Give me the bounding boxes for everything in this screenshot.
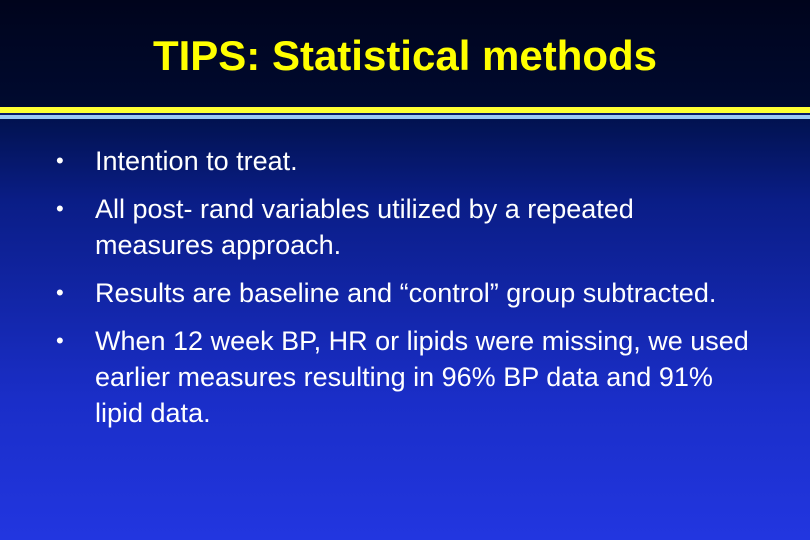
bullet-dot-icon: • [56, 328, 64, 353]
bullet-list [0, 143, 810, 443]
bullet-item-missing-data [0, 323, 810, 431]
title-divider-light-blue [0, 115, 810, 119]
bullet-dot-icon: • [56, 196, 64, 221]
bullet-dot-icon: • [56, 148, 64, 173]
bullet-item-intention-to-treat [0, 143, 810, 179]
bullet-text: All post- rand variables utilized by a repeated measures approach. [95, 194, 634, 260]
title-band [0, 0, 810, 108]
slide-title: TIPS: Statistical methods [152, 32, 658, 79]
bullet-text: Results are baseline and “control” group subtracted. [95, 278, 717, 308]
bullet-item-baseline-subtracted [0, 275, 810, 311]
bullet-dot-icon: • [56, 280, 64, 305]
bullet-item-repeated-measures [0, 191, 810, 263]
bullet-text: When 12 week BP, HR or lipids were missing, we used earlier measures resulting in 96% BP data and 91% lipid data. [95, 326, 749, 428]
bullet-text: Intention to treat. [95, 146, 298, 176]
